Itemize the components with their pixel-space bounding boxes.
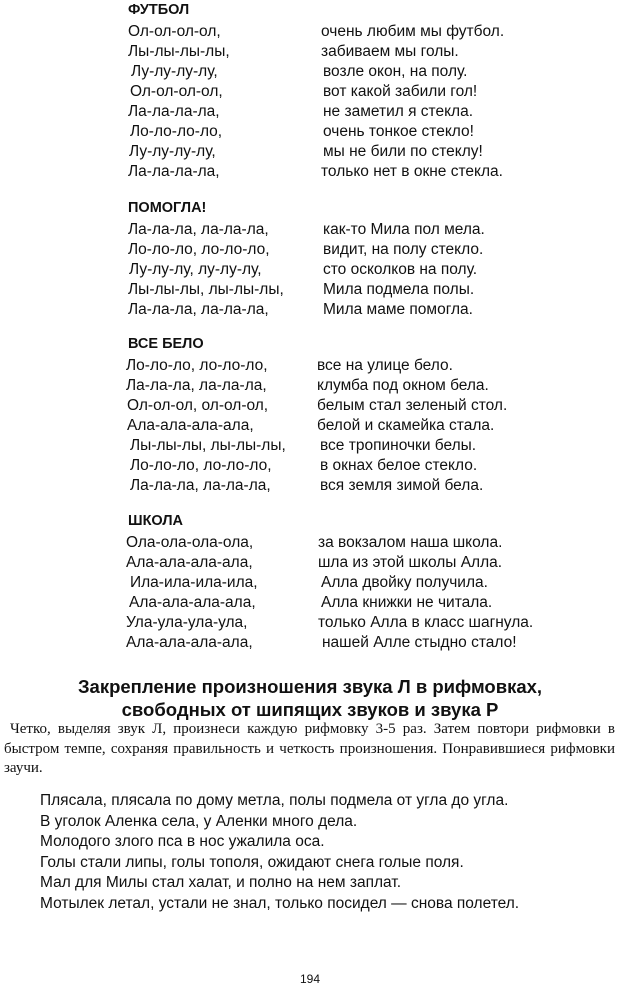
rhyme-line: Молодого злого пса в нос ужалила оса.: [40, 833, 325, 850]
poem-line-right: очень тонкое стекло!: [323, 123, 474, 140]
poem-line-left: Ло-ло-ло-ло,: [130, 123, 223, 140]
poem-line-left: Ала-ала-ала-ала,: [127, 417, 254, 434]
poem-line-right: Алла книжки не читала.: [321, 594, 493, 611]
section-heading-line-1: Закрепление произношения звука Л в рифмовках,: [77, 676, 543, 697]
rhyme-line: Мал для Милы стал халат, и полно на нем заплат.: [40, 874, 401, 891]
poem-line-right: мы не били по стеклу!: [323, 143, 483, 160]
poem-line-right: шла из этой школы Алла.: [318, 554, 503, 571]
poem-title: ФУТБОЛ: [128, 2, 190, 18]
poem-line-left: Ла-ла-ла, ла-ла-ла,: [128, 221, 269, 238]
poem-line-left: Ала-ала-ала-ала,: [126, 554, 253, 571]
poem-line-left: Ла-ла-ла-ла,: [128, 163, 220, 180]
poem-line-left: Лу-лу-лу-лу,: [129, 143, 216, 160]
poem-line-right: Мила маме помогла.: [323, 301, 473, 318]
poem-line-right: белой и скамейка стала.: [317, 417, 495, 434]
poem-line-left: Ла-ла-ла, ла-ла-ла,: [130, 477, 271, 494]
rhyme-line: В уголок Аленка села, у Аленки много дела.: [40, 812, 358, 830]
poem-line-left: Ла-ла-ла, ла-ла-ла,: [128, 301, 269, 318]
poem-line-right: вся земля зимой бела.: [320, 477, 484, 494]
poem-line-left: Ол-ол-ол-ол,: [128, 23, 221, 40]
poem-line-right: Алла двойку получила.: [321, 574, 488, 591]
page-number: 194: [299, 972, 321, 986]
poem-line-left: Лы-лы-лы, лы-лы-лы,: [128, 281, 284, 298]
poem-title: ШКОЛА: [128, 513, 183, 529]
poem-line-right: клумба под окном бела.: [317, 377, 489, 394]
instructions-paragraph: Четко, выделяя звук Л, произнеси каждую рифмовку 3-5 раз. Затем повтори рифмовки в быстром темпе, сохраняя правильность и четкость произношения. Понравившиеся рифмовки заучи.: [4, 721, 615, 776]
poem-line-left: Ло-ло-ло, ло-ло-ло,: [126, 357, 268, 374]
poem-line-left: Ула-ула-ула-ула,: [126, 614, 248, 631]
poem-line-right: сто осколков на полу.: [323, 261, 478, 278]
poem-line-left: Лу-лу-лу-лу,: [131, 63, 218, 80]
poem-line-right: забиваем мы голы.: [321, 43, 459, 60]
poem-line-right: только Алла в класс шагнула.: [318, 614, 534, 631]
section-heading-line-2: свободных от шипящих звуков и звука Р: [121, 699, 499, 720]
poem-line-right: очень любим мы футбол.: [321, 23, 505, 40]
poem-line-left: Лы-лы-лы-лы,: [128, 43, 230, 60]
poem-line-left: Ло-ло-ло, ло-ло-ло,: [128, 241, 270, 258]
poem-line-right: в окнах белое стекло.: [320, 457, 478, 474]
poem-line-right: не заметил я стекла.: [323, 103, 474, 120]
poem-line-right: видит, на полу стекло.: [323, 241, 484, 258]
poem-line-left: Ила-ила-ила-ила,: [130, 574, 258, 591]
poem-line-right: белым стал зеленый стол.: [317, 397, 508, 414]
poem-line-right: как-то Мила пол мела.: [323, 221, 485, 238]
poem-line-left: Ол-ол-ол, ол-ол-ол,: [127, 397, 269, 414]
poem-line-left: Лы-лы-лы, лы-лы-лы,: [130, 437, 286, 454]
rhyme-line: Плясала, плясала по дому метла, полы подмела от угла до угла.: [40, 792, 509, 809]
poem-title: ПОМОГЛА!: [128, 200, 207, 216]
poem-line-left: Ла-ла-ла-ла,: [128, 103, 220, 120]
poem-line-left: Лу-лу-лу, лу-лу-лу,: [129, 261, 262, 278]
rhymes-list: [40, 791, 519, 914]
poem-line-left: Ло-ло-ло, ло-ло-ло,: [130, 457, 272, 474]
poem-line-right: все тропиночки белы.: [320, 437, 477, 454]
rhyme-line: Голы стали липы, голы тополя, ожидают снега голые поля.: [40, 853, 464, 871]
poem-line-right: за вокзалом наша школа.: [318, 534, 503, 551]
poem-line-right: вот какой забили гол!: [323, 83, 478, 100]
poem-line-right: нашей Алле стыдно стало!: [322, 634, 517, 651]
rhyme-line: Мотылек летал, устали не знал, только посидел — снова полетел.: [40, 894, 520, 912]
poem-line-left: Ала-ала-ала-ала,: [126, 634, 253, 651]
poem-line-right: только нет в окне стекла.: [321, 163, 503, 180]
poem-line-left: Ла-ла-ла, ла-ла-ла,: [126, 377, 267, 394]
poem-line-right: Мила подмела полы.: [323, 281, 475, 298]
poem-line-left: Ала-ала-ала-ала,: [129, 594, 256, 611]
poem-title: ВСЕ БЕЛО: [128, 336, 204, 352]
poem-line-right: все на улице бело.: [317, 357, 453, 374]
poem-line-left: Ола-ола-ола-ола,: [126, 534, 254, 551]
poem-line-right: возле окон, на полу.: [323, 63, 468, 80]
poem-line-left: Ол-ол-ол-ол,: [130, 83, 223, 100]
